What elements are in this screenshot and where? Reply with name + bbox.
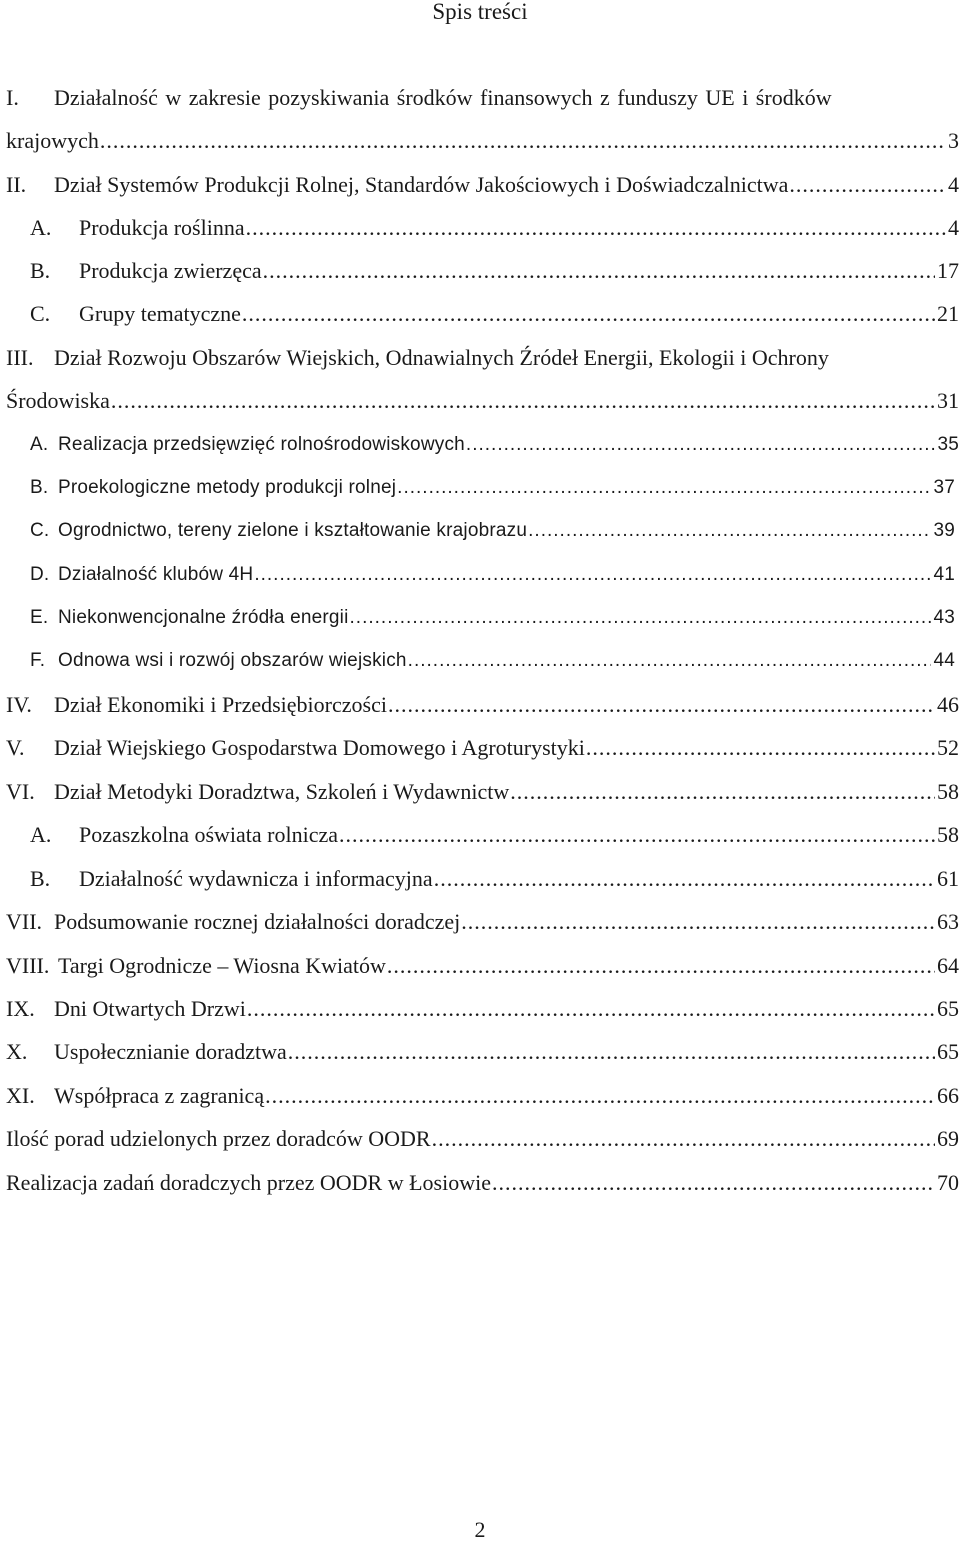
toc-leader-dots [287, 1040, 935, 1064]
toc-entry-iii-f[interactable] [30, 649, 955, 673]
toc-page-number: 4 [948, 215, 959, 240]
toc-entry-number: A. [30, 434, 49, 455]
toc-leader-dots [509, 780, 935, 804]
toc-entry-title: Działalność klubów 4H [58, 564, 254, 585]
toc-page-number: 17 [937, 258, 959, 283]
toc-entry-number: C. [30, 520, 50, 541]
toc-entry-ii-a[interactable] [30, 216, 959, 240]
toc-page-number: 70 [937, 1170, 959, 1195]
toc-entry-title: Dział Ekonomiki i Przedsiębiorczości [54, 692, 387, 717]
toc-entry-vii[interactable] [6, 910, 959, 934]
toc-entry-title: Proekologiczne metody produkcji rolnej [58, 477, 397, 498]
toc-page-number: 41 [933, 564, 955, 585]
toc-entry-title: Podsumowanie rocznej działalności doradczej [54, 909, 461, 934]
toc-page-number: 31 [937, 388, 959, 413]
toc-leader-dots [460, 910, 935, 934]
toc-entry-number: IX. [6, 996, 35, 1021]
page-title: Spis treści [432, 0, 528, 24]
toc-entry-i[interactable] [6, 86, 959, 110]
toc-entry-iv[interactable] [6, 693, 959, 717]
toc-leader-dots [99, 129, 946, 153]
toc-entry-ii-b[interactable] [30, 259, 959, 283]
page-footer-number: 2 [474, 1517, 486, 1542]
toc-entry-title: Działalność wydawnicza i informacyjna [79, 866, 433, 891]
toc-entry-vi-b[interactable] [30, 867, 959, 891]
toc-entry-title [54, 86, 959, 110]
toc-entry-title: Dni Otwartych Drzwi [54, 996, 246, 1021]
toc-entry-number: IV. [6, 692, 32, 717]
toc-leader-dots [788, 173, 946, 197]
toc-entry-title: Uspołecznianie doradztwa [54, 1039, 287, 1064]
toc-page-number: 39 [933, 520, 955, 541]
toc-entry-number: VII. [6, 909, 43, 934]
toc-entry-number: B. [30, 477, 49, 498]
toc-entry-number: II. [6, 172, 27, 197]
toc-entry-title: Współpraca z zagranicą [54, 1083, 265, 1108]
toc-leader-dots [245, 216, 946, 240]
toc-entry-iii-continued[interactable] [6, 389, 959, 413]
toc-entry-number: B. [30, 258, 51, 283]
toc-leader-dots [431, 1127, 935, 1151]
toc-leader-dots [253, 563, 931, 587]
toc-leader-dots [433, 867, 935, 891]
toc-entry-number: XI. [6, 1083, 35, 1108]
toc-leader-dots [262, 259, 935, 283]
toc-leader-dots [585, 736, 935, 760]
toc-entry-title: Targi Ogrodnicze – Wiosna Kwiatów [58, 953, 386, 978]
toc-leader-dots [241, 302, 935, 326]
toc-entry-iii-e[interactable] [30, 606, 955, 630]
toc-entry-number: A. [30, 822, 52, 847]
toc-page-number: 46 [937, 692, 959, 717]
toc-entry-ii[interactable] [6, 173, 959, 197]
toc-page-number: 52 [937, 735, 959, 760]
toc-page-number: 65 [937, 1039, 959, 1064]
toc-entry-advice-count[interactable] [6, 1127, 959, 1151]
toc-page-number: 69 [937, 1126, 959, 1151]
toc-entry-title: Realizacja zadań doradczych przez OODR w Łosiowie [6, 1170, 491, 1195]
toc-page-number: 66 [937, 1083, 959, 1108]
toc-page-number: 35 [937, 434, 959, 455]
toc-leader-dots [491, 1171, 935, 1195]
toc-page-number: 64 [937, 953, 959, 978]
toc-entry-title: Ogrodnictwo, tereny zielone i kształtowanie krajobrazu [58, 520, 528, 541]
toc-entry-v[interactable] [6, 736, 959, 760]
toc-leader-dots [349, 606, 932, 630]
toc-entry-title: krajowych [6, 128, 99, 153]
toc-page-number: 65 [937, 996, 959, 1021]
toc-entry-number: F. [30, 650, 46, 671]
toc-entry-title: Produkcja roślinna [79, 215, 245, 240]
toc-leader-dots [246, 997, 935, 1021]
toc-entry-vi[interactable] [6, 780, 959, 804]
toc-page-number: 58 [937, 779, 959, 804]
toc-leader-dots [386, 954, 935, 978]
toc-leader-dots [110, 389, 935, 413]
toc-entry-title: Produkcja zwierzęca [79, 258, 262, 283]
toc-entry-title: Ilość porad udzielonych przez doradców OODR [6, 1126, 431, 1151]
toc-entry-vi-a[interactable] [30, 823, 959, 847]
toc-entry-i-continued[interactable] [6, 129, 959, 153]
toc-entry-viii[interactable] [6, 954, 959, 978]
toc-entry-number: E. [30, 607, 49, 628]
toc-entry-title: Odnowa wsi i rozwój obszarów wiejskich [58, 650, 407, 671]
toc-page-number: 3 [948, 128, 959, 153]
toc-entry-title-text: Dział Rozwoju Obszarów Wiejskich, Odnawialnych Źródeł Energii, Ekologii i Ochrony [54, 345, 829, 370]
toc-entry-ix[interactable] [6, 997, 959, 1021]
toc-entry-title [54, 346, 959, 370]
toc-page-number: 58 [937, 822, 959, 847]
toc-page-number: 43 [933, 607, 955, 628]
toc-leader-dots [396, 476, 931, 500]
toc-page-number: 63 [937, 909, 959, 934]
toc-entry-number: V. [6, 735, 25, 760]
toc-entry-ii-c[interactable] [30, 302, 959, 326]
toc-entry-number: D. [30, 564, 50, 585]
toc-entry-title-text: Działalność w zakresie pozyskiwania środków finansowych z funduszy UE i środków [54, 85, 832, 110]
toc-entry-x[interactable] [6, 1040, 959, 1064]
toc-page-number: 61 [937, 866, 959, 891]
toc-entry-number: I. [6, 85, 19, 110]
toc-entry-number: III. [6, 345, 34, 370]
toc-entry-title: Dział Systemów Produkcji Rolnej, Standardów Jakościowych i Doświadczalnictwa [54, 172, 789, 197]
toc-entry-number: B. [30, 866, 51, 891]
toc-entry-number: VIII. [6, 953, 50, 978]
toc-leader-dots [338, 823, 935, 847]
toc-entry-number: X. [6, 1039, 28, 1064]
toc-entry-iii[interactable] [6, 346, 959, 370]
toc-entry-iii-a[interactable] [30, 433, 959, 457]
toc-entry-title: Niekonwencjonalne źródła energii [58, 607, 349, 628]
toc-entry-title: Grupy tematyczne [79, 301, 241, 326]
toc-entry-iii-b[interactable] [30, 476, 955, 500]
toc-entry-title: Realizacja przedsięwzięć rolnośrodowiskowych [58, 434, 465, 455]
toc-leader-dots [387, 693, 935, 717]
toc-leader-dots [407, 649, 932, 673]
toc-page-number: 37 [933, 477, 955, 498]
toc-leader-dots [465, 433, 936, 457]
toc-page-number: 44 [933, 650, 955, 671]
toc-entry-title: Pozaszkolna oświata rolnicza [79, 822, 339, 847]
toc-entry-tasks-realization[interactable] [6, 1171, 959, 1195]
toc-entry-title: Dział Wiejskiego Gospodarstwa Domowego i Agroturystyki [54, 735, 585, 760]
toc-entry-iii-c[interactable] [30, 519, 955, 543]
toc-entry-number: VI. [6, 779, 35, 804]
toc-entry-xi[interactable] [6, 1084, 959, 1108]
toc-entry-title: Środowiska [6, 388, 110, 413]
toc-entry-number: A. [30, 215, 52, 240]
toc-entry-title: Dział Metodyki Doradztwa, Szkoleń i Wydawnictw [54, 779, 510, 804]
toc-entry-iii-d[interactable] [30, 563, 955, 587]
toc-page-number: 21 [937, 301, 959, 326]
toc-entry-number: C. [30, 301, 51, 326]
toc-leader-dots [264, 1084, 935, 1108]
toc-page-number: 4 [948, 172, 959, 197]
toc-leader-dots [527, 519, 931, 543]
